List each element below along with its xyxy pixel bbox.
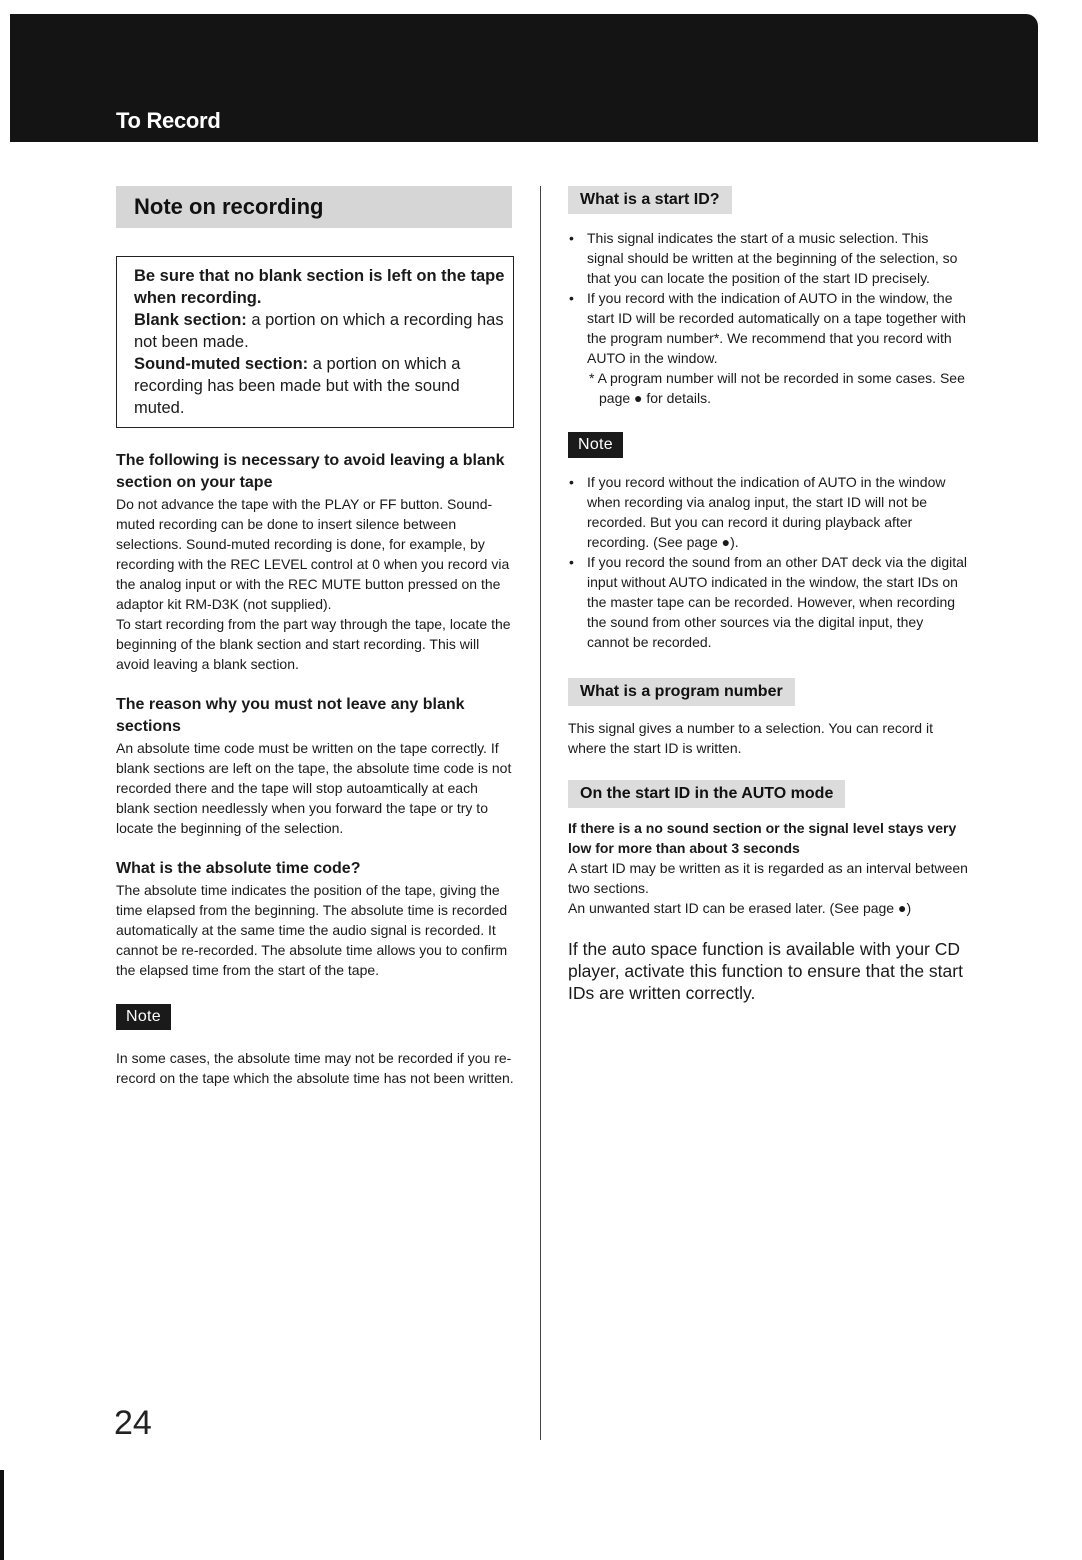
- muted-section-text: a portion on which a recording has been made but with the sound muted.: [134, 355, 461, 417]
- left-column: [116, 186, 514, 1088]
- list-item: • If you record without the indication of AUTO in the window when recording via analog input, the start ID will not be recorded. But you can record it during playback after recording. (See page ●).: [568, 472, 968, 552]
- necessary-body-2: To start recording from the part way through the tape, locate the beginning of the blank section and start recording. This will avoid leaving a blank section.: [116, 616, 511, 672]
- note-block-left: [116, 1004, 514, 1030]
- start-id-list: [568, 228, 968, 368]
- absolute-time-body: The absolute time indicates the position of the tape, giving the time elapsed from the beginning. The absolute time is recorded automatically at the same time the audio signal is recorded. It cannot be re-recorded. The absolute time allows you to confirm the elapsed time from the start of the tape.: [116, 882, 508, 978]
- list-item: • If you record the sound from an other DAT deck via the digital input without AUTO indicated in the window, the start IDs on the master tape can be recorded. However, when recording the sound from other sources via the digital input, they cannot be recorded.: [568, 552, 968, 652]
- note-body-left: In some cases, the absolute time may not be recorded if you re-record on the tape which the absolute time has not been written.: [116, 1050, 514, 1086]
- note-label: Note: [116, 1004, 171, 1030]
- auto-mode-header-wrap: [568, 780, 968, 808]
- reason-heading: The reason why you must not leave any blank sections: [116, 696, 465, 735]
- note-label: Note: [568, 432, 623, 458]
- section-title-auto-mode: On the start ID in the AUTO mode: [568, 780, 845, 808]
- section-title-program-number: What is a program number: [568, 678, 795, 706]
- list-item: • This signal indicates the start of a music selection. This signal should be written at the beginning of the selection, so that you can locate the position of the start ID precisely.: [568, 228, 968, 288]
- reason-body: An absolute time code must be written on the tape correctly. If blank sections are left on the tape, the absolute time code is not recorded there and the tape will stop autoamtically at each blank section needlessly when you forward the tape or try to locate the beginning of the selection.: [116, 740, 512, 836]
- column-divider: [540, 186, 541, 1440]
- necessary-body: Do not advance the tape with the PLAY or FF button. Sound-muted recording can be done to insert silence between selections. Sound-muted recording is done, for example, by recording with the REC LEVEL control at 0 when you record via the analog input or with the REC MUTE button pressed on the adaptor kit RM-D3K (not supplied).: [116, 496, 510, 612]
- warning-line: Be sure that no blank section is left on the tape when recording.: [134, 267, 505, 307]
- auto-mode-body-2: An unwanted start ID can be erased later. (See page ●): [568, 900, 912, 916]
- start-id-footnote: * A program number will not be recorded in some cases. See page ● for details.: [589, 370, 965, 406]
- auto-mode-body: A start ID may be written as it is regarded as an interval between two sections.: [568, 860, 968, 896]
- program-number-body: This signal gives a number to a selection. You can record it where the start ID is written.: [568, 720, 933, 756]
- necessary-heading: The following is necessary to avoid leaving a blank section on your tape: [116, 452, 505, 491]
- start-id-header-wrap: [568, 186, 968, 214]
- blank-section-text: a portion on which a recording has not been made.: [134, 311, 504, 351]
- muted-section-definition: [134, 353, 505, 419]
- cd-player-tip: If the auto space function is available with your CD player, activate this function to ensure that the start IDs are written correctly.: [568, 939, 963, 1003]
- page-edge-mark: [0, 1470, 4, 1560]
- program-number-header-wrap: [568, 678, 968, 706]
- right-column: [568, 186, 968, 1004]
- note-list-right: [568, 472, 968, 652]
- absolute-time-heading: What is the absolute time code?: [116, 860, 361, 877]
- blank-section-label: Blank section:: [134, 311, 247, 329]
- auto-mode-condition: If there is a no sound section or the signal level stays very low for more than about 3 seconds: [568, 820, 957, 856]
- warning-box: [116, 256, 514, 428]
- page-title: To Record: [116, 108, 221, 133]
- page-number: 24: [114, 1404, 152, 1442]
- list-item: • If you record with the indication of AUTO in the window, the start ID will be recorded automatically on a tape together with the program number*. We recommend that you record with AUTO in the window.: [568, 288, 968, 368]
- blank-section-definition: [134, 309, 505, 353]
- muted-section-label: Sound-muted section:: [134, 355, 309, 373]
- section-title-note-on-recording: Note on recording: [116, 186, 512, 228]
- note-block-right: [568, 432, 968, 458]
- section-title-start-id: What is a start ID?: [568, 186, 732, 214]
